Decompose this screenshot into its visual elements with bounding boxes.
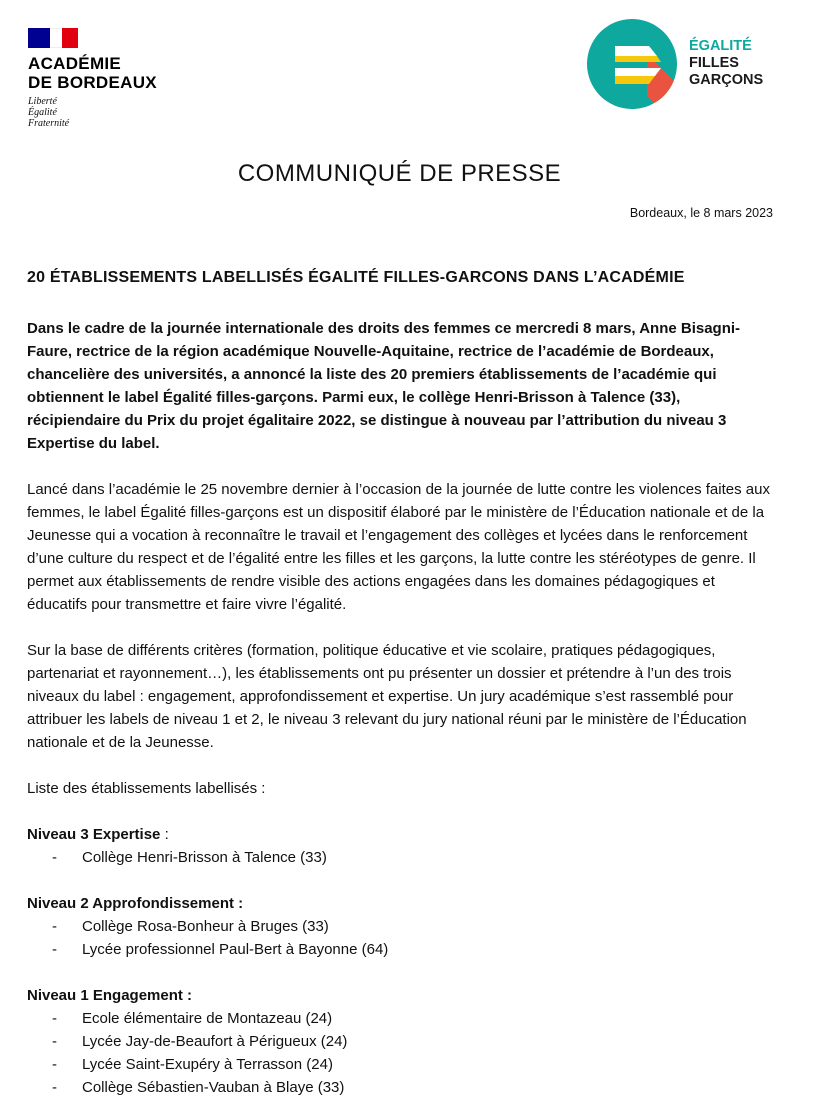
- level-title-suffix: :: [160, 826, 169, 843]
- logo-text-egalite: ÉGALITÉ: [689, 38, 752, 54]
- level-heading: [27, 892, 775, 915]
- list-intro: Liste des établissements labellisés :: [27, 780, 266, 797]
- body-paragraph-2: Sur la base de différents critères (formation, politique éducative et vie scolaire, pratiques pédagogiques, partenariat et rayonnement…), les établissements ont pu présenter un dossier et prétendre à l’un des trois niveaux du label : engagement, approfondissement et expertise. Un jury académique s’est rassemblé pour attribuer les labels de niveau 1 et 2, le niveau 3 relevant du jury national réuni par le ministère de l’Éducation nationale et de la Jeunesse.: [27, 642, 747, 751]
- academie-bordeaux-logo: [28, 28, 157, 129]
- establishment-list: [27, 1007, 775, 1099]
- establishment-list: [27, 846, 775, 869]
- list-item: - Lycée Jay-de-Beaufort à Périgueux (24): [27, 1030, 775, 1053]
- level-section: [27, 823, 775, 869]
- press-release-body: [27, 266, 775, 1099]
- headline: 20 ÉTABLISSEMENTS LABELLISÉS ÉGALITÉ FILLES-GARCONS DANS L’ACADÉMIE: [27, 269, 685, 286]
- level-section: [27, 892, 775, 961]
- academy-name-line2: DE BORDEAUX: [28, 73, 157, 92]
- establishment-list: [27, 915, 775, 961]
- lead-paragraph: Dans le cadre de la journée internationale des droits des femmes ce mercredi 8 mars, Anne Bisagni-Faure, rectrice de la région académique Nouvelle-Aquitaine, rectrice de l’académie de Bordeaux, chancelière des universités, a annoncé la liste des 20 premiers établissements de l’académie qui obtiennent le label Égalité filles-garçons. Parmi eux, le collège Henri-Brisson à Talence (33), récipiendaire du Prix du projet égalitaire 2022, se distingue à nouveau par l’attribution du niveau 3 Expertise du label.: [27, 320, 741, 452]
- logo-wordmark: [689, 38, 763, 89]
- logo-text-filles: FILLES: [689, 55, 739, 71]
- french-flag-icon: [28, 28, 78, 48]
- list-item: - Collège Rosa-Bonheur à Bruges (33): [27, 915, 775, 938]
- page-title: COMMUNIQUÉ DE PRESSE: [237, 160, 562, 187]
- level-heading: [27, 984, 775, 1007]
- list-item: - Ecole élémentaire de Montazeau (24): [27, 1007, 775, 1030]
- level-title: Niveau 3 Expertise: [27, 826, 161, 843]
- logo-text-garcons: GARÇONS: [689, 72, 764, 88]
- egalite-filles-garcons-logo: [587, 16, 787, 116]
- list-item: - Lycée Saint-Exupéry à Terrasson (24): [27, 1053, 775, 1076]
- list-item: - Lycée professionnel Paul-Bert à Bayonne (64): [27, 938, 775, 961]
- level-title: Niveau 1 Engagement :: [27, 987, 193, 1004]
- press-date: Bordeaux, le 8 mars 2023: [629, 206, 773, 220]
- motto-egalite: Égalité: [28, 107, 57, 118]
- equality-emblem-icon: [587, 16, 687, 116]
- level-section: [27, 984, 775, 1099]
- academy-name-line1: ACADÉMIE: [28, 54, 122, 73]
- body-paragraph-1: Lancé dans l’académie le 25 novembre dernier à l’occasion de la journée de lutte contre les violences faites aux femmes, le label Égalité filles-garçons est un dispositif élaboré par le ministère de l’Éducation nationale et de la Jeunesse qui a vocation à reconnaître le travail et l’engagement des collèges et lycées dans le renforcement d’une culture du respect et de l’égalité entre les filles et les garçons, la lutte contre les stéréotypes de genre. Il permet aux établissements de rendre visible des actions engagées dans les domaines pédagogiques et éducatifs pour transmettre et faire vivre l’égalité.: [27, 481, 770, 613]
- level-heading: [27, 823, 775, 846]
- level-title: Niveau 2 Approfondissement :: [27, 895, 244, 912]
- republic-motto: [28, 96, 157, 129]
- list-item: - Collège Henri-Brisson à Talence (33): [27, 846, 775, 869]
- list-item: - Collège Sébastien-Vauban à Blaye (33): [27, 1076, 775, 1099]
- academy-name: [28, 54, 157, 92]
- motto-liberte: Liberté: [28, 96, 57, 107]
- motto-fraternite: Fraternité: [28, 118, 70, 129]
